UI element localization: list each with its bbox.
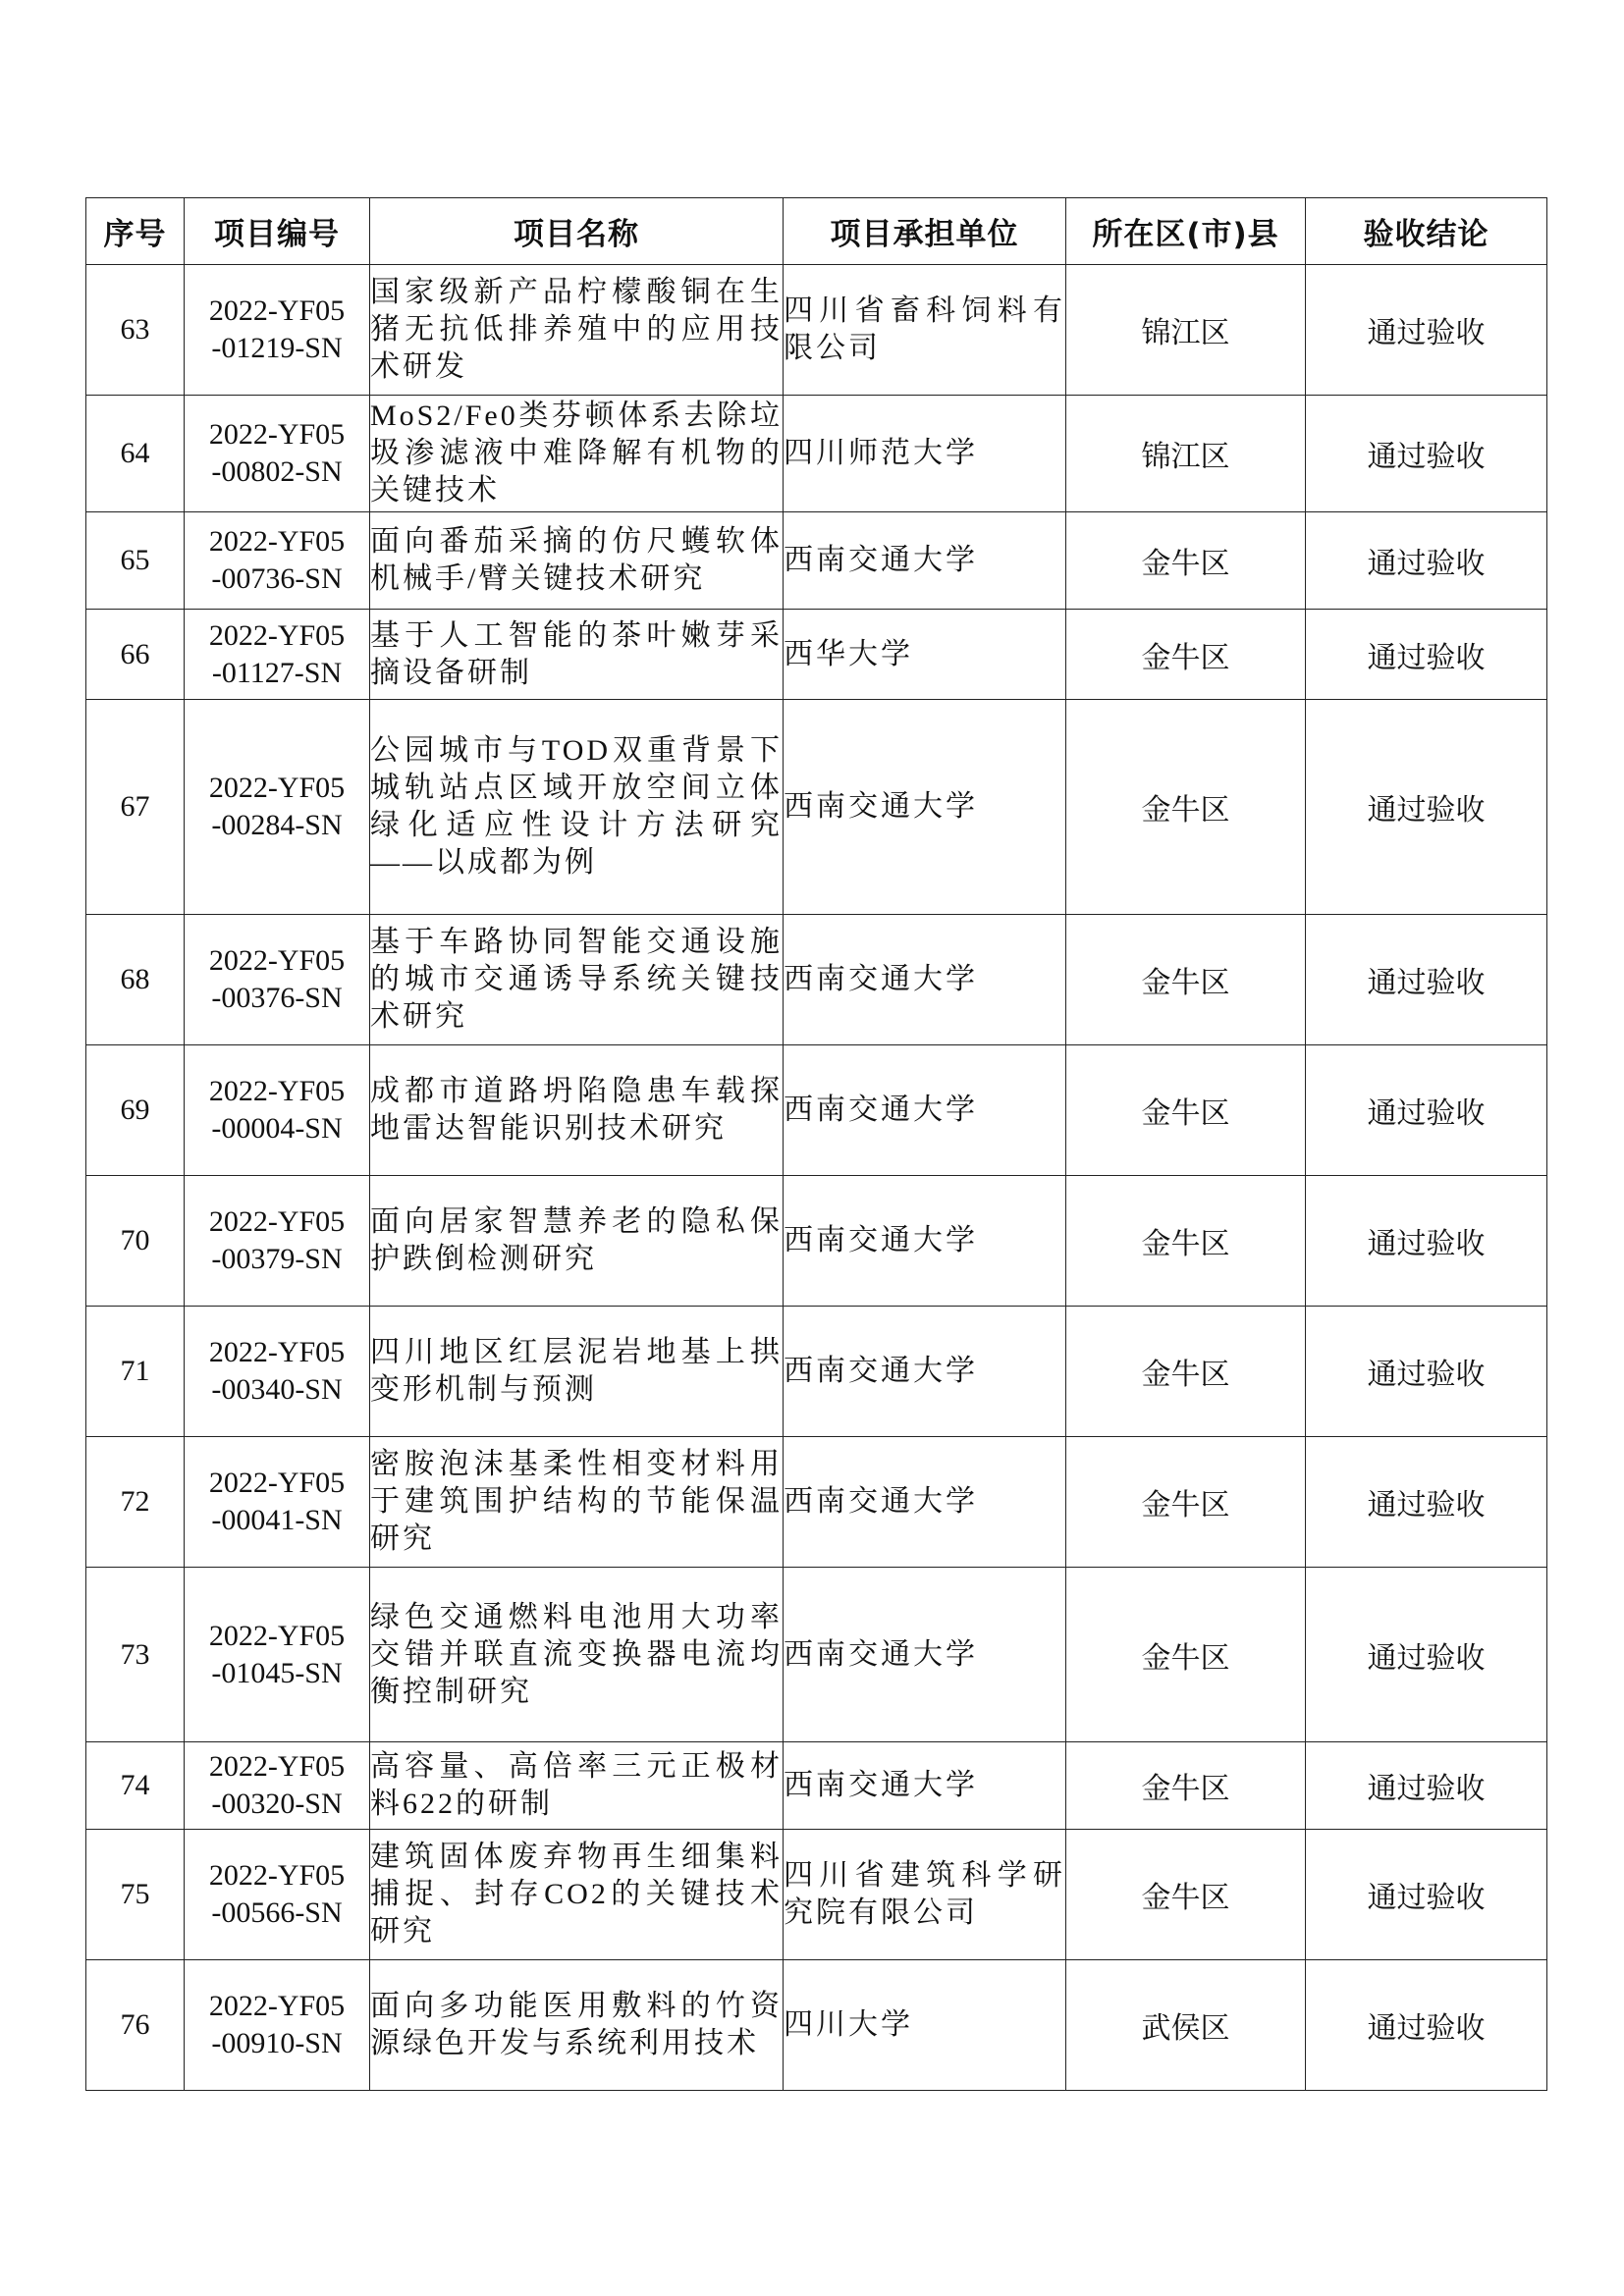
row-undertaking-unit: 西南交通大学 (784, 1742, 1066, 1830)
project-code-part1: 2022-YF05 (208, 1619, 346, 1652)
row-project-code (185, 265, 370, 396)
row-undertaking-unit: 西南交通大学 (784, 1437, 1066, 1568)
project-code-part1: 2022-YF05 (208, 1075, 346, 1107)
project-code-part1: 2022-YF05 (208, 944, 346, 977)
table-row (86, 512, 1547, 610)
row-project-name: 成都市道路坍陷隐患车载探地雷达智能识别技术研究 (370, 1045, 784, 1176)
project-code-part2: -00379-SN (211, 1243, 343, 1275)
table-row (86, 1960, 1547, 2091)
row-undertaking-unit: 四川大学 (784, 1960, 1066, 2091)
row-conclusion: 通过验收 (1306, 1830, 1547, 1960)
header-district: 所在区(市)县 (1066, 198, 1306, 265)
header-conclusion: 验收结论 (1306, 198, 1547, 265)
project-code-part2: -01045-SN (211, 1656, 343, 1689)
project-code-part2: -00320-SN (211, 1788, 343, 1820)
row-project-code (185, 1830, 370, 1960)
row-index: 71 (86, 1307, 185, 1437)
row-project-code (185, 700, 370, 915)
row-undertaking-unit: 西华大学 (784, 610, 1066, 700)
project-code-part1: 2022-YF05 (208, 418, 346, 451)
project-code-part2: -00802-SN (211, 455, 343, 488)
row-conclusion: 通过验收 (1306, 512, 1547, 610)
row-project-code (185, 1045, 370, 1176)
row-project-name: 绿色交通燃料电池用大功率交错并联直流变换器电流均衡控制研究 (370, 1568, 784, 1742)
table-row (86, 265, 1547, 396)
project-code-part2: -00566-SN (211, 1896, 343, 1929)
row-conclusion: 通过验收 (1306, 265, 1547, 396)
row-undertaking-unit: 西南交通大学 (784, 1176, 1066, 1307)
row-conclusion: 通过验收 (1306, 610, 1547, 700)
row-district: 武侯区 (1066, 1960, 1306, 2091)
table-header-row (86, 198, 1547, 265)
row-project-name: 面向番茄采摘的仿尺蠖软体机械手/臂关键技术研究 (370, 512, 784, 610)
header-undertaking-unit: 项目承担单位 (784, 198, 1066, 265)
acceptance-results-table (85, 197, 1547, 2091)
table-row (86, 915, 1547, 1045)
row-conclusion: 通过验收 (1306, 1960, 1547, 2091)
table-row (86, 1307, 1547, 1437)
row-index: 65 (86, 512, 185, 610)
row-index: 73 (86, 1568, 185, 1742)
project-code-part1: 2022-YF05 (208, 1205, 346, 1238)
row-undertaking-unit: 西南交通大学 (784, 512, 1066, 610)
project-code-part1: 2022-YF05 (208, 1990, 346, 2022)
row-index: 72 (86, 1437, 185, 1568)
project-code-part1: 2022-YF05 (208, 1750, 346, 1783)
table-row (86, 1176, 1547, 1307)
row-project-code (185, 1307, 370, 1437)
row-undertaking-unit: 四川省建筑科学研究院有限公司 (784, 1830, 1066, 1960)
row-district: 金牛区 (1066, 1830, 1306, 1960)
row-project-code (185, 396, 370, 512)
header-project-name: 项目名称 (370, 198, 784, 265)
row-project-name: 基于车路协同智能交通设施的城市交通诱导系统关键技术研究 (370, 915, 784, 1045)
row-district: 金牛区 (1066, 1307, 1306, 1437)
row-index: 70 (86, 1176, 185, 1307)
table-row (86, 1045, 1547, 1176)
row-undertaking-unit: 西南交通大学 (784, 1568, 1066, 1742)
project-code-part1: 2022-YF05 (208, 618, 346, 652)
project-code-part2: -00284-SN (211, 809, 343, 841)
row-conclusion: 通过验收 (1306, 915, 1547, 1045)
row-district: 金牛区 (1066, 1437, 1306, 1568)
row-undertaking-unit: 西南交通大学 (784, 915, 1066, 1045)
row-index: 75 (86, 1830, 185, 1960)
row-project-name: 基于人工智能的茶叶嫩芽采摘设备研制 (370, 610, 784, 700)
row-project-code (185, 1960, 370, 2091)
project-code-part1: 2022-YF05 (208, 294, 346, 327)
row-district: 金牛区 (1066, 512, 1306, 610)
table-row (86, 700, 1547, 915)
project-code-part2: -00004-SN (211, 1112, 343, 1145)
row-project-code (185, 1742, 370, 1830)
row-undertaking-unit: 四川省畜科饲料有限公司 (784, 265, 1066, 396)
table-row (86, 610, 1547, 700)
row-project-name: 高容量、高倍率三元正极材料622的研制 (370, 1742, 784, 1830)
row-project-code (185, 1176, 370, 1307)
row-project-name: 建筑固体废弃物再生细集料捕捉、封存CO2的关键技术研究 (370, 1830, 784, 1960)
row-index: 68 (86, 915, 185, 1045)
row-index: 76 (86, 1960, 185, 2091)
row-district: 金牛区 (1066, 1742, 1306, 1830)
table-row (86, 1742, 1547, 1830)
project-code-part2: -00910-SN (211, 2027, 343, 2059)
row-undertaking-unit: 四川师范大学 (784, 396, 1066, 512)
row-index: 74 (86, 1742, 185, 1830)
table-row (86, 396, 1547, 512)
project-code-part1: 2022-YF05 (208, 525, 346, 558)
header-project-code: 项目编号 (185, 198, 370, 265)
project-code-part1: 2022-YF05 (208, 772, 346, 804)
row-project-name: MoS2/Fe0类芬顿体系去除垃圾渗滤液中难降解有机物的关键技术 (370, 396, 784, 512)
project-code-part1: 2022-YF05 (208, 1336, 346, 1368)
row-undertaking-unit: 西南交通大学 (784, 700, 1066, 915)
project-code-part2: -00376-SN (211, 982, 343, 1014)
row-project-code (185, 512, 370, 610)
project-code-part1: 2022-YF05 (208, 1467, 346, 1499)
row-project-code (185, 1437, 370, 1568)
row-conclusion: 通过验收 (1306, 1176, 1547, 1307)
project-code-part2: -00340-SN (211, 1373, 343, 1406)
project-code-part1: 2022-YF05 (208, 1859, 346, 1892)
project-code-part2: -01219-SN (211, 332, 343, 364)
row-district: 金牛区 (1066, 610, 1306, 700)
row-district: 金牛区 (1066, 1176, 1306, 1307)
row-index: 66 (86, 610, 185, 700)
project-code-part2: -01127-SN (211, 656, 343, 689)
row-district: 金牛区 (1066, 700, 1306, 915)
row-project-name: 四川地区红层泥岩地基上拱变形机制与预测 (370, 1307, 784, 1437)
row-index: 67 (86, 700, 185, 915)
row-conclusion: 通过验收 (1306, 396, 1547, 512)
table-row (86, 1568, 1547, 1742)
project-code-part2: -00736-SN (211, 562, 343, 595)
row-project-name: 面向居家智慧养老的隐私保护跌倒检测研究 (370, 1176, 784, 1307)
row-district: 锦江区 (1066, 265, 1306, 396)
row-project-code (185, 1568, 370, 1742)
row-project-code (185, 610, 370, 700)
row-project-name: 密胺泡沫基柔性相变材料用于建筑围护结构的节能保温研究 (370, 1437, 784, 1568)
row-index: 64 (86, 396, 185, 512)
row-conclusion: 通过验收 (1306, 1045, 1547, 1176)
header-index: 序号 (86, 198, 185, 265)
row-conclusion: 通过验收 (1306, 700, 1547, 915)
row-project-name: 公园城市与TOD双重背景下城轨站点区域开放空间立体绿化适应性设计方法研究——以成都为例 (370, 700, 784, 915)
row-project-name: 面向多功能医用敷料的竹资源绿色开发与系统利用技术 (370, 1960, 784, 2091)
table-row (86, 1830, 1547, 1960)
row-district: 金牛区 (1066, 915, 1306, 1045)
row-conclusion: 通过验收 (1306, 1437, 1547, 1568)
row-district: 锦江区 (1066, 396, 1306, 512)
row-index: 69 (86, 1045, 185, 1176)
row-undertaking-unit: 西南交通大学 (784, 1045, 1066, 1176)
row-project-name: 国家级新产品柠檬酸铜在生猪无抗低排养殖中的应用技术研发 (370, 265, 784, 396)
row-district: 金牛区 (1066, 1568, 1306, 1742)
row-conclusion: 通过验收 (1306, 1307, 1547, 1437)
table-row (86, 1437, 1547, 1568)
row-district: 金牛区 (1066, 1045, 1306, 1176)
row-project-code (185, 915, 370, 1045)
row-conclusion: 通过验收 (1306, 1742, 1547, 1830)
row-conclusion: 通过验收 (1306, 1568, 1547, 1742)
project-code-part2: -00041-SN (211, 1504, 343, 1536)
row-undertaking-unit: 西南交通大学 (784, 1307, 1066, 1437)
row-index: 63 (86, 265, 185, 396)
